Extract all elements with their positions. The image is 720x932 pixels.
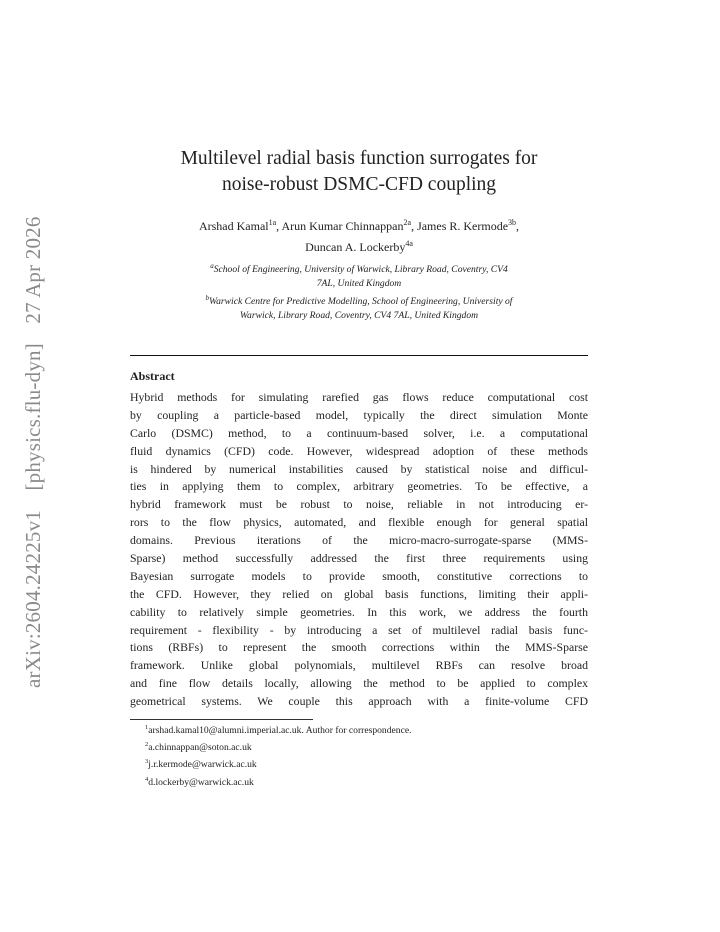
abstract-heading: Abstract [130, 369, 175, 383]
arxiv-stamp [16, 208, 50, 688]
author-line-2 [130, 235, 588, 256]
paper-title [130, 146, 588, 198]
abstract-line: hybrid framework must be robust to noise, reliable in not introducing er- [130, 497, 588, 512]
footnote-text[interactable]: a.chinnappan@soton.ac.uk [148, 742, 252, 754]
abstract-line: is hindered by numerical instabilities caused by statistical noise and difficul- [130, 461, 588, 476]
footnote-text[interactable]: j.r.kermode@warwick.ac.uk [148, 759, 257, 771]
abstract-line: ties in applying them to complex, arbitrary geometries. To be effective, a [130, 479, 588, 494]
author-mark: 2a [403, 218, 412, 227]
author-separator: , [276, 219, 282, 233]
affiliation-line: 7AL, United Kingdom [316, 278, 402, 290]
footnote-list [145, 721, 412, 790]
abstract-line: geometrical systems. We couple this approach with a finite-volume CFD [130, 694, 588, 709]
abstract-line: Hybrid methods for simulating rarefied gas flows reduce computational cost [130, 390, 588, 404]
affiliation-list [150, 259, 568, 323]
abstract-line: and fine flow details locally, allowing the method to be applied to complex [130, 676, 588, 691]
abstract-line: domains. Previous iterations of the micro-macro-surrogate-sparse (MMS- [130, 533, 588, 548]
footnote-text[interactable]: d.lockerby@warwick.ac.uk [148, 776, 254, 788]
abstract-top-rule [130, 355, 588, 356]
footnote-mark: 4 [145, 775, 149, 783]
arxiv-category: [physics.flu-dyn] [21, 343, 45, 491]
abstract-line: framework. Unlike global polynomials, multilevel RBFs can resolve broad [130, 658, 588, 673]
author-mark: 3b [508, 218, 517, 227]
abstract-line: Sparse) method successfully addressed the first three requirements using [130, 551, 588, 566]
abstract-line: cability to relatively simple geometries. In this work, we address the fourth [130, 604, 588, 619]
footnote-mark: 3 [145, 758, 149, 766]
footnote-item [145, 738, 412, 755]
footnote-item [145, 755, 412, 772]
author-name: Duncan A. Lockerby [305, 240, 406, 254]
author-mark: 1a [268, 218, 277, 227]
arxiv-date: 27 Apr 2026 [21, 216, 45, 324]
arxiv-id[interactable]: arXiv:2604.24225v1 [21, 510, 45, 688]
abstract-line: rors to the flow physics, automated, and flexible enough for general spatial [130, 515, 588, 530]
abstract-body [130, 389, 588, 711]
footnote-text[interactable]: arshad.kamal10@alumni.imperial.ac.uk. Author for correspondence. [148, 725, 412, 737]
abstract-line: by coupling a particle-based model, typically the direct simulation Monte [130, 407, 588, 422]
author-name: Arshad Kamal [198, 219, 269, 233]
title-line-2: noise-robust DSMC-CFD coupling [221, 174, 497, 195]
affiliation-line: School of Engineering, University of Warwick, Library Road, Coventry, CV4 [213, 264, 508, 276]
abstract-line: requirement - flexibility - by introducing a set of multilevel radial basis func- [130, 622, 588, 637]
affiliation-mark: b [205, 294, 209, 303]
abstract-line: Carlo (DSMC) method, to a continuum-based solver, i.e. a computational [130, 425, 588, 440]
footnote-item [145, 721, 412, 738]
affiliation-item [150, 291, 568, 323]
author-separator: , [516, 219, 520, 233]
abstract-line: Bayesian surrogate models to provide smooth, constitutive corrections to [130, 568, 588, 583]
affiliation-line: Warwick Centre for Predictive Modelling, School of Engineering, University of [209, 296, 513, 308]
abstract-line: fluid dynamics (CFD) code. However, widespread adoption of these methods [130, 443, 588, 458]
abstract-line: the CFD. However, they relied on global basis functions, limiting their appli- [130, 586, 588, 601]
affiliation-item [150, 259, 568, 291]
author-name: James R. Kermode [417, 219, 509, 233]
author-mark: 4a [405, 239, 413, 248]
affiliation-mark: a [210, 262, 214, 270]
footnote-rule [130, 719, 313, 720]
author-name: Arun Kumar Chinnappan [281, 219, 404, 233]
footnote-mark: 1 [145, 724, 149, 731]
title-line-1: Multilevel radial basis function surrogates for [180, 148, 538, 169]
affiliation-line: Warwick, Library Road, Coventry, CV4 7AL, United Kingdom [239, 310, 479, 322]
author-separator: , [411, 219, 418, 233]
abstract-line: tions (RBFs) to represent the smooth corrections within the MMS-Sparse [130, 640, 588, 655]
footnote-mark: 2 [145, 741, 149, 749]
footnote-item [145, 773, 412, 790]
author-line-1 [130, 214, 588, 235]
author-list [130, 214, 588, 256]
